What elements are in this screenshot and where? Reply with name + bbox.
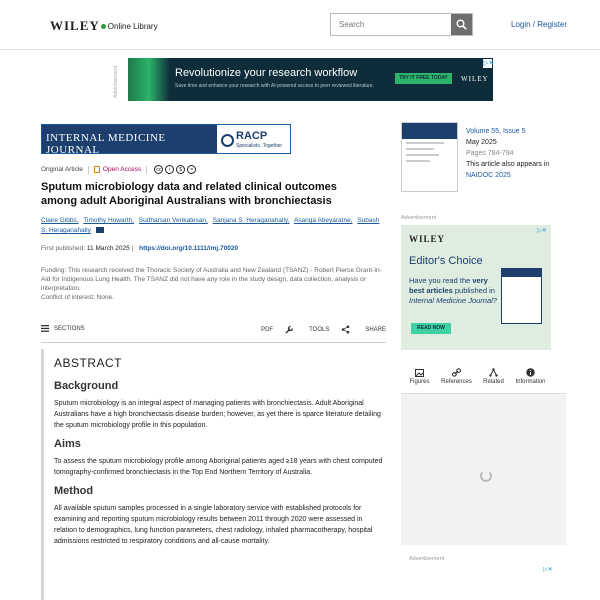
racp-logo [217, 125, 290, 153]
published-date: 11 March 2025 [86, 245, 130, 252]
ad-label: Advertisement [409, 556, 445, 562]
publication-row [41, 245, 238, 252]
list-icon [41, 325, 49, 332]
tab-information-label: Information [515, 379, 546, 385]
abstract-section [41, 349, 386, 600]
ad-close-icon[interactable]: ▷✕ [537, 228, 547, 234]
racp-text [236, 131, 282, 151]
login-register-link[interactable]: Login / Register [511, 20, 568, 29]
ad-label: Advertisement [113, 66, 119, 98]
ad-text-2: published in [454, 286, 495, 295]
ad-text-bold: very best articles [409, 276, 488, 295]
author-link[interactable]: Timothy Howarth, [83, 217, 134, 224]
article-type: Original Article [41, 166, 83, 173]
divider [88, 166, 89, 174]
logo-dot-icon [101, 24, 106, 29]
method-heading: Method [54, 485, 94, 497]
aims-text: To assess the sputum microbiology profile among Aboriginal patients aged ≥18 years with chest computed tomography-confirmed bronchiectasis in the Top End Northern Territory of Australia. [54, 458, 383, 476]
author-link[interactable]: Claire Gibbs, [41, 217, 79, 224]
article-meta-row [41, 165, 198, 174]
volume-issue-link[interactable]: Volume 55, Issue 5 [466, 128, 526, 135]
also-appears-text: This article also appears in [466, 161, 550, 168]
top-header [0, 0, 600, 50]
share-icon [341, 325, 350, 334]
action-buttons [237, 325, 386, 334]
aims-heading: Aims [54, 438, 81, 450]
nc-icon: $ [176, 165, 185, 174]
naidoc-link[interactable]: NAIDOC 2025 [466, 172, 511, 179]
pipe-separator: | [131, 245, 136, 252]
ad-headline: Editor's Choice [409, 255, 483, 267]
by-icon: i [165, 165, 174, 174]
author-link[interactable]: Asanga Abeyaratne, [293, 217, 353, 224]
tab-figures[interactable] [401, 366, 438, 392]
doi-link[interactable]: https://doi.org/10.1111/imj.70020 [139, 245, 239, 252]
author-list [41, 216, 381, 236]
journal-name: INTERNAL MEDICINE JOURNAL [42, 125, 217, 153]
racp-tagline: Specialists. Together [236, 142, 283, 149]
side-tabs [401, 366, 566, 392]
ad-close-icon[interactable]: ▷✕ [543, 567, 553, 573]
network-icon [489, 368, 498, 377]
tools-button[interactable] [285, 325, 329, 334]
ad-brand: WILEY [409, 234, 446, 244]
divider [41, 342, 386, 343]
tab-figures-label: Figures [409, 379, 430, 385]
ad-text-1: Have you read the [409, 276, 471, 285]
journal-banner[interactable] [41, 124, 291, 154]
logo-wiley-text: WILEY [50, 18, 100, 33]
wrench-icon [285, 325, 294, 334]
tab-references-label: References [441, 379, 472, 385]
background-text: Sputum microbiology is an integral aspect of managing patients with bronchiectasis. Adult Aboriginal Australians have a high bronchiectasis disease burden; however, as yet there is sparce literature detailing the sputum microbiology profile in this population. [54, 400, 381, 429]
image-icon [415, 369, 424, 377]
racp-name: RACP [236, 129, 268, 142]
ad-body-text [409, 276, 497, 306]
sections-button[interactable] [41, 325, 85, 332]
open-lock-icon [94, 166, 100, 173]
author-link[interactable]: Sudharsan Venkatesan, [138, 217, 208, 224]
ad-subtext: Save time and enhance your research with AI-powered access to peer reviewed literature. [175, 83, 374, 89]
issue-date: May 2025 [466, 139, 497, 146]
cover-body [402, 139, 457, 169]
ad-label: Advertisement [401, 215, 437, 221]
cover-header [402, 123, 457, 139]
conflict-text: Conflict of interest: None. [41, 294, 114, 301]
pdf-label: PDF [261, 326, 274, 333]
share-button[interactable] [341, 325, 386, 334]
tab-related-label: Related [483, 379, 504, 385]
tab-related[interactable] [475, 366, 512, 392]
corresponding-author-mail-icon[interactable] [96, 227, 104, 233]
funding-statement [41, 266, 386, 302]
funding-text: Funding: This research received the Thoracic Society of Australia and New Zealand (TSANZ) - Robert Pierce Grant-In-Aid for Indigenous Lung Health. The TSANZ did not have any role in the study design, data collection, analysis or interpretation. [41, 267, 382, 292]
ad-banner[interactable] [128, 58, 493, 101]
cc-icon: cc [156, 167, 162, 173]
read-now-button[interactable]: READ NOW [411, 323, 451, 334]
tools-label: TOOLS [309, 326, 330, 333]
sections-label: SECTIONS [54, 325, 85, 332]
tab-references[interactable] [438, 366, 475, 392]
search-button[interactable] [451, 14, 472, 35]
ad-close-icon[interactable]: ▷✕ [483, 60, 495, 67]
racp-emblem-icon [221, 134, 234, 147]
issue-pages: Pages 784-794 [466, 150, 514, 157]
nd-icon: = [187, 165, 196, 174]
published-label: First published: [41, 245, 86, 252]
open-access-label: Open Access [102, 166, 142, 173]
author-link[interactable]: Sanjana S. Heraganahally, [212, 217, 290, 224]
author-link[interactable]: Subash S. Heraganahally [41, 217, 380, 234]
search-input[interactable] [331, 14, 451, 35]
open-access-badge[interactable] [94, 166, 141, 173]
pdf-button[interactable] [249, 327, 273, 333]
search-icon [456, 19, 467, 30]
wiley-online-library-logo[interactable] [50, 18, 158, 34]
ad-stripe [128, 58, 170, 101]
article-actions-bar [41, 322, 386, 337]
article-title: Sputum microbiology data and related clinical outcomes among adult Aboriginal Australians with bronchiectasis [41, 181, 337, 207]
loading-spinner-icon [480, 470, 492, 482]
issue-info [466, 126, 549, 181]
method-text: All available sputum samples processed in a single laboratory service with established protocols for examining and reporting sputum microbiology results between 2011 through 2020 were assessed in relation to demographics, lung function parameters, chest radiology, inhaled pharmacotherapy, hospital admissions restricted to respiratory conditions and all-cause mortality. [54, 505, 373, 545]
tab-information[interactable] [512, 366, 549, 392]
link-icon [452, 368, 461, 377]
ad-brand: WILEY [461, 75, 489, 83]
logo-online-library-text: Online Library [107, 21, 158, 31]
background-heading: Background [54, 380, 119, 392]
journal-cover-thumbnail[interactable] [401, 122, 458, 192]
creative-commons-icons[interactable] [154, 165, 198, 174]
divider [146, 166, 147, 174]
info-icon [526, 368, 535, 377]
search-box [330, 13, 473, 36]
ad-text-italic: Internal Medicine Journal? [409, 296, 497, 305]
ad-cover-image [501, 268, 542, 324]
ad-headline: Revolutionize your research workflow [175, 67, 358, 79]
share-label: SHARE [365, 326, 386, 333]
abstract-title: ABSTRACT [54, 356, 123, 370]
ad-cta-button[interactable]: TRY IT FREE TODAY [395, 73, 452, 84]
